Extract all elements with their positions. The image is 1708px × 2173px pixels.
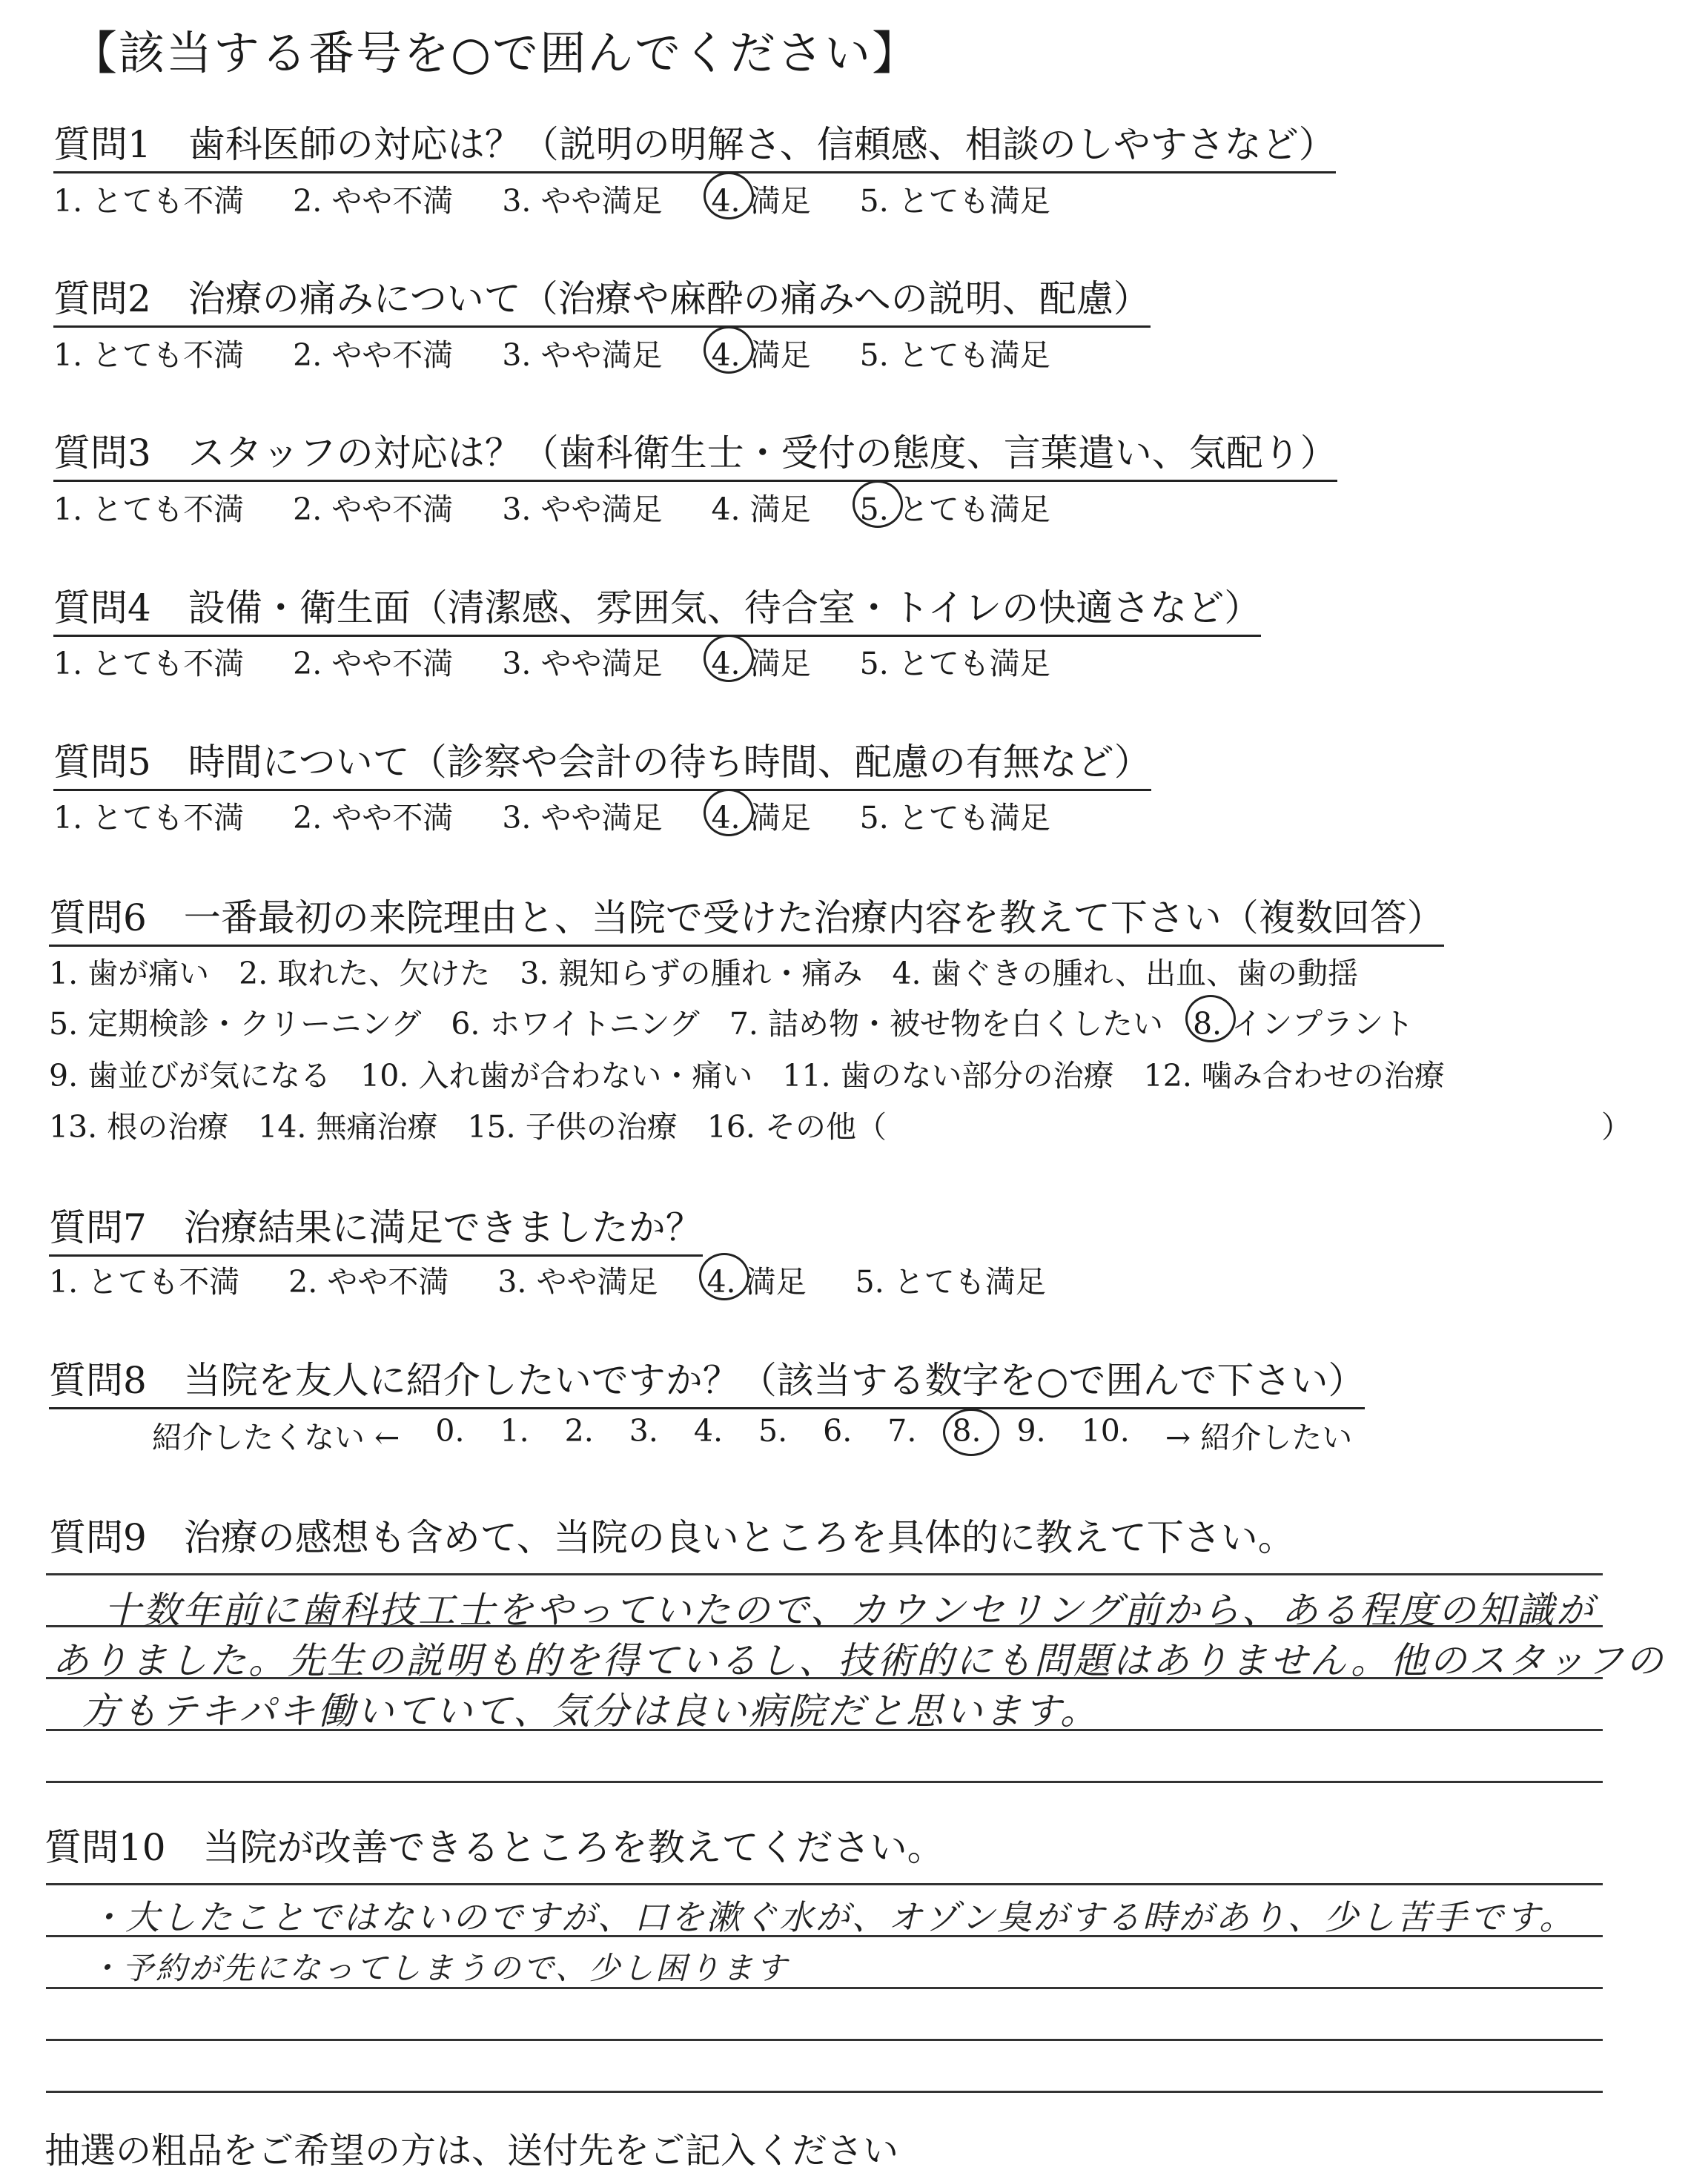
q10-handwritten-line-2[interactable]: ・予約が先になってしまうので、少し困ります xyxy=(89,1950,790,1986)
option-5[interactable]: 5. とても満足 xyxy=(855,1264,1046,1300)
option-2[interactable]: 2. やや不満 xyxy=(293,800,454,836)
scale-2[interactable]: 2. xyxy=(564,1413,594,1449)
option-5[interactable]: 5. とても満足 xyxy=(860,485,1050,529)
q9-handwritten-line-3[interactable]: 方もテキパキ働いていて、気分は良い病院だと思います。 xyxy=(82,1690,1099,1733)
option-15[interactable]: 15. 子供の治療 xyxy=(467,1109,678,1145)
question-3-label: 質問3 スタッフの対応は？（歯科衛生士・受付の態度、言葉遣い、気配り） xyxy=(53,423,1337,482)
scale-7[interactable]: 7. xyxy=(887,1413,917,1449)
option-2[interactable]: 2. やや不満 xyxy=(293,646,454,681)
option-1[interactable]: 1. とても不満 xyxy=(53,183,245,219)
question-1-label: 質問1 歯科医師の対応は？（説明の明解さ、信頼感、相談のしやすさなど） xyxy=(53,115,1336,173)
question-8-label: 質問8 当院を友人に紹介したいですか？（該当する数字を○で囲んで下さい） xyxy=(49,1351,1365,1409)
option-2[interactable]: 2. 取れた、欠けた xyxy=(239,956,491,991)
question-1-options xyxy=(53,176,1099,220)
option-13[interactable]: 13. 根の治療 xyxy=(49,1109,229,1145)
scale-9[interactable]: 9. xyxy=(1016,1413,1046,1449)
option-2[interactable]: 2. やや不満 xyxy=(288,1264,449,1300)
question-7-label: 質問7 治療結果に満足できましたか？ xyxy=(49,1198,703,1257)
scale-left-label: 紹介したくない ← xyxy=(152,1420,400,1455)
question-6-row-2 xyxy=(49,999,1443,1043)
question-6-label: 質問6 一番最初の来院理由と、当院で受けた治療内容を教えて下さい（複数回答） xyxy=(49,888,1444,947)
footer-prompt: 抽選の粗品をご希望の方は、送付先をご記入ください xyxy=(44,2130,899,2172)
answer-line xyxy=(46,1573,1603,1575)
option-1[interactable]: 1. とても不満 xyxy=(53,492,245,527)
scale-1[interactable]: 1. xyxy=(500,1413,529,1449)
scale-4[interactable]: 4. xyxy=(693,1413,724,1449)
option-4[interactable]: 4. 満足 xyxy=(711,492,811,527)
option-3[interactable]: 3. やや満足 xyxy=(497,1264,658,1300)
option-2[interactable]: 2. やや不満 xyxy=(293,492,454,527)
option-14[interactable]: 14. 無痛治療 xyxy=(258,1109,438,1145)
question-10-label: 質問10 当院が改善できるところを教えてください。 xyxy=(44,1826,944,1869)
question-6-row-1 xyxy=(49,949,1388,993)
option-5[interactable]: 5. 定期検診・クリーニング xyxy=(49,1006,422,1042)
option-3[interactable]: 3. やや満足 xyxy=(502,492,663,527)
answer-line xyxy=(46,2091,1603,2093)
option-3[interactable]: 3. やや満足 xyxy=(502,183,663,219)
option-4[interactable]: 4. 満足 xyxy=(706,1257,806,1301)
question-9-label: 質問9 治療の感想も含めて、当院の良いところを具体的に教えて下さい。 xyxy=(49,1516,1295,1559)
q9-handwritten-line-1[interactable]: 十数年前に歯科技工士をやっていたので、カウンセリング前から、ある程度の知識が xyxy=(104,1589,1595,1632)
option-16[interactable]: 16. その他（ xyxy=(706,1109,887,1145)
page-title: 【該当する番号を○で囲んでください】 xyxy=(71,26,920,80)
q9-handwritten-line-2[interactable]: ありました。先生の説明も的を得ているし、技術的にも問題はありません。他のスタッフの xyxy=(52,1639,1665,1682)
question-3-options xyxy=(53,485,1099,529)
question-5-label: 質問5 時間について（診察や会計の待ち時間、配慮の有無など） xyxy=(53,732,1151,791)
option-5[interactable]: 5. とても満足 xyxy=(859,646,1050,681)
question-8-scale xyxy=(152,1413,1388,1457)
question-4-options xyxy=(53,639,1099,683)
scale-3[interactable]: 3. xyxy=(629,1413,658,1449)
option-4[interactable]: 4. 満足 xyxy=(711,793,810,837)
option-9[interactable]: 9. 歯並びが気になる xyxy=(49,1058,331,1094)
scale-right-label: → 紹介したい xyxy=(1165,1420,1353,1455)
option-2[interactable]: 2. やや不満 xyxy=(293,337,454,373)
option-11[interactable]: 11. 歯のない部分の治療 xyxy=(782,1058,1114,1094)
option-5[interactable]: 5. とても満足 xyxy=(859,800,1050,836)
option-1[interactable]: 1. 歯が痛い xyxy=(49,956,210,991)
q10-handwritten-line-1[interactable]: ・大したことではないのですが、口を漱ぐ水が、オゾン臭がする時があり、少し苦手です。 xyxy=(89,1897,1576,1937)
option-8[interactable]: 8. インプラント xyxy=(1193,999,1414,1043)
option-4[interactable]: 4. 歯ぐきの腫れ、出血、歯の動揺 xyxy=(892,956,1359,991)
answer-line xyxy=(46,2039,1603,2041)
question-2-options xyxy=(53,331,1099,374)
scale-8[interactable]: 8. xyxy=(952,1413,981,1457)
answer-line xyxy=(46,1883,1603,1885)
option-6[interactable]: 6. ホワイトニング xyxy=(451,1006,700,1042)
option-3[interactable]: 3. やや満足 xyxy=(502,800,663,836)
option-3[interactable]: 3. やや満足 xyxy=(502,646,663,681)
option-1[interactable]: 1. とても不満 xyxy=(49,1264,240,1300)
option-1[interactable]: 1. とても不満 xyxy=(53,800,245,836)
option-10[interactable]: 10. 入れ歯が合わない・痛い xyxy=(360,1058,753,1094)
option-5[interactable]: 5. とても満足 xyxy=(859,183,1050,219)
option-4[interactable]: 4. 満足 xyxy=(711,331,810,374)
question-5-options xyxy=(53,793,1099,837)
option-12[interactable]: 12. 噛み合わせの治療 xyxy=(1143,1058,1445,1094)
option-3[interactable]: 3. やや満足 xyxy=(502,337,663,373)
question-2-label: 質問2 治療の痛みについて（治療や麻酔の痛みへの説明、配慮） xyxy=(53,269,1151,328)
scale-10[interactable]: 10. xyxy=(1081,1413,1130,1449)
option-4[interactable]: 4. 満足 xyxy=(711,176,810,220)
option-5[interactable]: 5. とても満足 xyxy=(859,337,1050,373)
option-1[interactable]: 1. とても不満 xyxy=(53,646,245,681)
scale-6[interactable]: 6. xyxy=(823,1413,853,1449)
question-4-label: 質問4 設備・衛生面（清潔感、雰囲気、待合室・トイレの快適さなど） xyxy=(53,578,1261,637)
question-6-row-3 xyxy=(49,1051,1474,1095)
question-6-row-4 xyxy=(49,1102,916,1146)
question-7-options xyxy=(49,1257,1095,1301)
option-1[interactable]: 1. とても不満 xyxy=(53,337,245,373)
option-3[interactable]: 3. 親知らずの腫れ・痛み xyxy=(520,956,863,991)
option-7[interactable]: 7. 詰め物・被せ物を白くしたい xyxy=(729,1006,1163,1042)
option-2[interactable]: 2. やや不満 xyxy=(293,183,454,219)
answer-line xyxy=(46,1781,1603,1783)
scale-0[interactable]: 0. xyxy=(435,1413,465,1449)
option-4[interactable]: 4. 満足 xyxy=(711,639,810,683)
scale-5[interactable]: 5. xyxy=(758,1413,788,1449)
other-close-paren: ） xyxy=(1601,1109,1632,1145)
